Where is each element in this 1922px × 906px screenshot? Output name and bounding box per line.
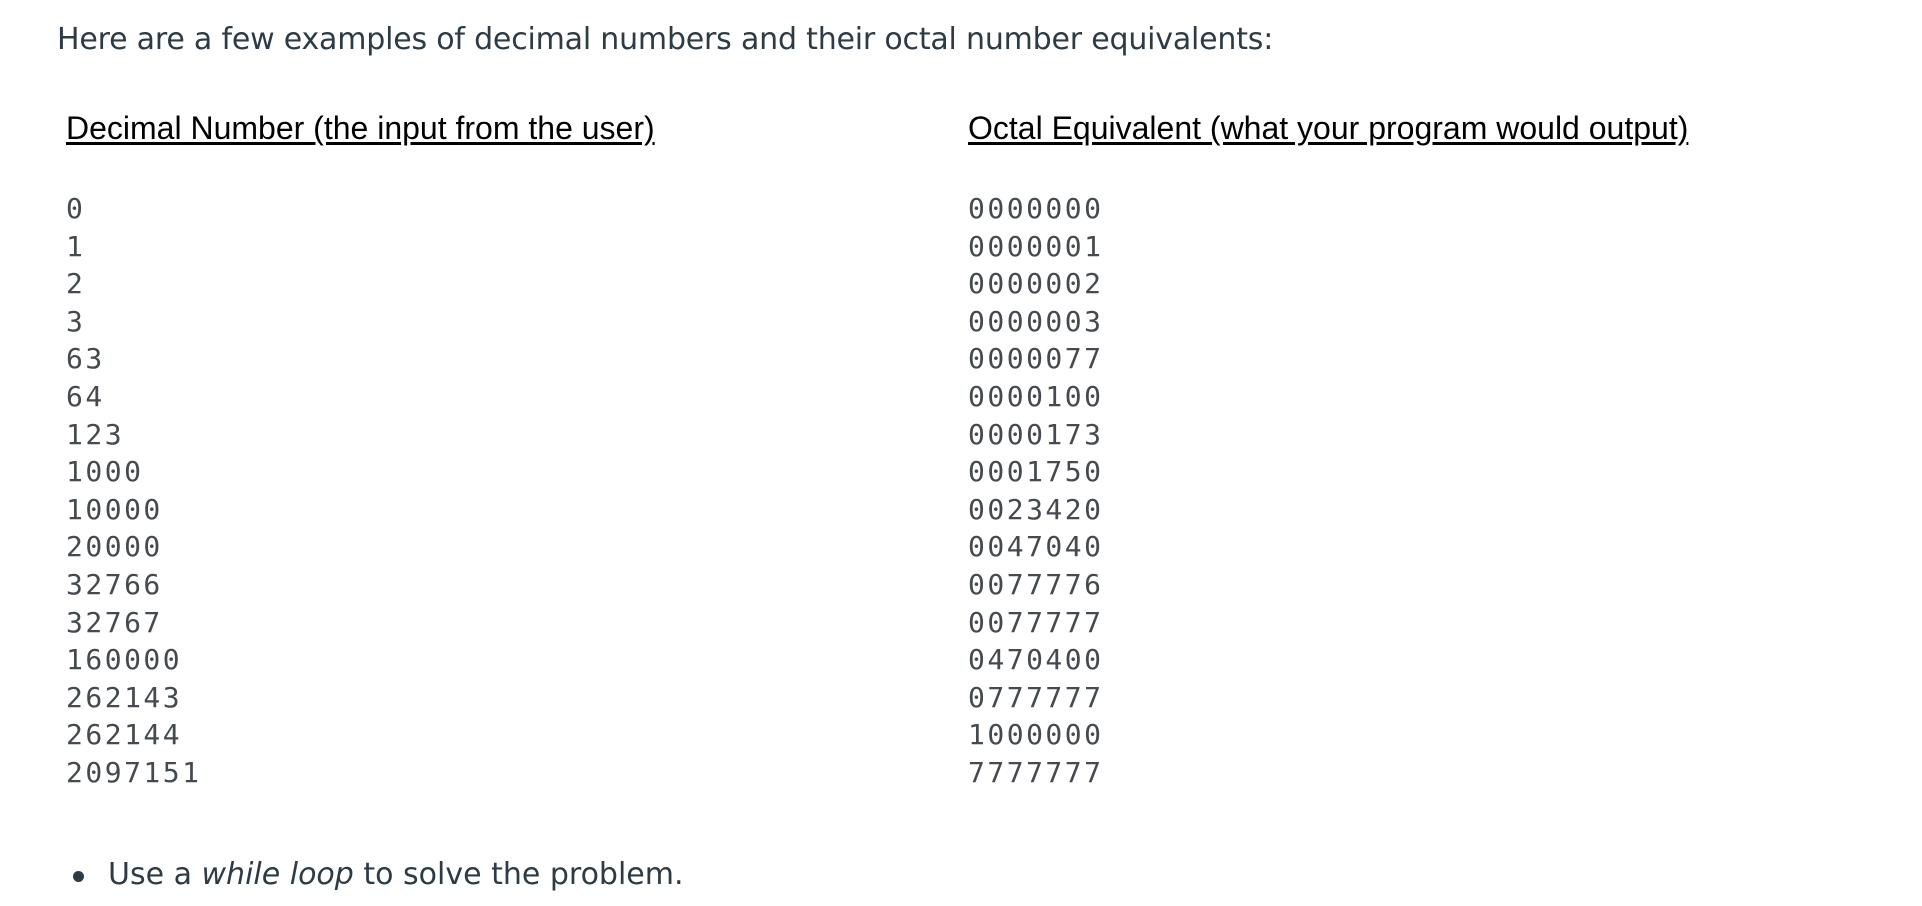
decimal-value: 1000 — [66, 455, 144, 489]
octal-value: 0777777 — [968, 680, 1104, 714]
instruction-suffix: to solve the problem. — [353, 857, 684, 892]
decimal-value: 20000 — [66, 530, 163, 564]
octal-value: 0000173 — [968, 417, 1104, 451]
decimal-value: 160000 — [66, 643, 183, 677]
instruction-prefix: Use a — [108, 857, 202, 892]
instruction-item — [66, 855, 684, 895]
decimal-value: 123 — [66, 417, 125, 451]
decimal-value: 2097151 — [66, 755, 202, 789]
bullet-icon — [73, 871, 84, 882]
octal-value: 0023420 — [968, 492, 1104, 526]
octal-column — [968, 108, 1688, 792]
decimal-value: 64 — [66, 379, 105, 413]
octal-column-header: Octal Equivalent (what your program would output) — [968, 110, 1689, 146]
octal-value: 0000003 — [968, 304, 1104, 338]
decimal-value: 3 — [66, 304, 86, 338]
decimal-value: 32767 — [66, 605, 163, 639]
octal-values-list — [968, 190, 1688, 792]
octal-value: 0001750 — [968, 455, 1104, 489]
instruction-list — [66, 855, 684, 895]
decimal-value: 1 — [66, 229, 86, 263]
octal-value: 1000000 — [968, 718, 1104, 752]
octal-value: 0047040 — [968, 530, 1104, 564]
decimal-values-list — [66, 190, 655, 792]
decimal-value: 63 — [66, 342, 105, 376]
octal-value: 0077776 — [968, 567, 1104, 601]
decimal-column — [66, 108, 655, 792]
decimal-value: 10000 — [66, 492, 163, 526]
decimal-value: 262144 — [66, 718, 183, 752]
octal-value: 0000001 — [968, 229, 1104, 263]
octal-value: 0000077 — [968, 342, 1104, 376]
octal-value: 0000100 — [968, 379, 1104, 413]
octal-value: 0470400 — [968, 643, 1104, 677]
decimal-value: 32766 — [66, 567, 163, 601]
octal-value: 7777777 — [968, 755, 1104, 789]
decimal-column-header: Decimal Number (the input from the user) — [66, 110, 655, 146]
instruction-emphasis: while loop — [201, 857, 354, 892]
decimal-value: 2 — [66, 267, 86, 301]
intro-text: Here are a few examples of decimal numbers and their octal number equivalents: — [57, 22, 1274, 57]
octal-value: 0000000 — [968, 192, 1104, 225]
decimal-value: 0 — [66, 192, 86, 225]
decimal-value: 262143 — [66, 680, 183, 714]
octal-value: 0000002 — [968, 267, 1104, 301]
octal-value: 0077777 — [968, 605, 1104, 639]
